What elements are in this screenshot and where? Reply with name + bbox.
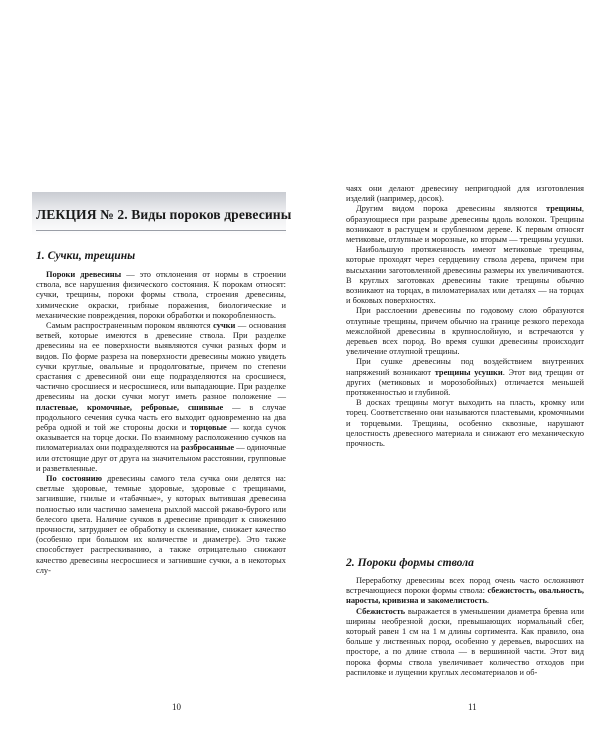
- bold-term: Сбежистость: [356, 606, 406, 616]
- paragraph: [36, 474, 286, 576]
- text-run: .: [486, 596, 489, 606]
- paragraph: [346, 398, 584, 449]
- title-underline: [36, 230, 286, 231]
- page-number-left: 10: [172, 702, 181, 712]
- bold-term: сбежистость, овальность, наросты, кривизна и закомелистость: [346, 586, 584, 606]
- page-number-right: 11: [468, 702, 477, 712]
- text-run: При сушке древесины под воздействием внутренних напряжений возникают: [346, 357, 584, 377]
- bold-term: торцовые: [190, 423, 227, 433]
- paragraph: [346, 245, 584, 306]
- bold-term: сучки: [213, 321, 236, 331]
- text-run: Переработку древесины всех пород очень часто осложняют встречающиеся пороки формы ствола:: [346, 576, 584, 596]
- paragraph: [346, 184, 584, 204]
- text-run: . Этот вид трещин от других (метиковых и морозобойных) отличается меньшей протяженностью и глубиной.: [346, 367, 584, 398]
- text-run: древесины самого тела сучка они делятся на: светлые здоровые, темные здоровые, здоровые с трещинами, загнившие, гнилые и «табачные», у которых вытившая древесина полностью или частично заменена рыхлой массой ржаво-бурого или белесого цвета. Наличие сучков в древесине приводит к снижению прочности, затрудняет ее обработку и склеивание, снижает качество (особенно при большом их количестве и диаметре). Это также способствует растрескиванию, а также отрицательно снижают качество древесины несросшиеся и загнившие сучки, а в некоторых слу-: [36, 474, 286, 575]
- text-run: Наибольшую протяженность имеют метиковые трещины, которые проходят через сердцевину ствола дерева, причем при высыхании заготовленной древесины размеры их увеличиваются. В круглых заготовках древесины такие трещины обычно возникают на торцах, в пиломатериалах или деталях — на торцах и боковых поверхностях.: [346, 245, 584, 306]
- paragraph: [346, 306, 584, 357]
- bold-term: трещины: [546, 204, 582, 214]
- right-page-body-bottom: [346, 576, 584, 678]
- bold-term: пластевые, кромочные, ребровые, сшивные: [36, 402, 224, 412]
- bold-term: По состоянию: [46, 474, 102, 484]
- bold-term: Пороки древесины: [46, 270, 122, 279]
- text-run: — основания ветвей, которые имеются в древесине ствола. При разделке древесины на ее поверхности выявляются сучки разных форм и видов. По форме разреза на поверхности древесины можно увидеть сучки круглые, овальные и продолговатые, причем по степени срастания с древесиной они еще подразделяются на сросшиеся, частично сросшиеся и несросшиеся, или выпадающие. При разделке древесины на доски сучки могут иметь разное положение —: [36, 321, 286, 402]
- right-page: [300, 0, 600, 750]
- text-run: — в случае продольного сечения сучка часть его выходит одновременно на два ребра одной и той же стороны доски и: [36, 402, 286, 433]
- paragraph: [36, 321, 286, 474]
- bold-term: разбросанные: [180, 443, 235, 453]
- text-run: — когда сучок оказывается на торце доски. По взаимному расположению сучков на пиломатериалах они подразделяются на: [36, 423, 287, 453]
- paragraph: [346, 607, 584, 678]
- paragraph: [346, 357, 584, 398]
- text-run: — одиночные или отстоящие друг от друга на значительном расстоянии, групповые и разветвленные.: [36, 443, 286, 473]
- text-run: , образующиеся при разрыве древесины вдоль волокон. Трещины возникают в растущем и срубленном дереве. К первым относят метиковые, отлупные и морозные, ко вторым — трещины усушки.: [346, 204, 584, 245]
- section-heading-knots: 1. Сучки, трещины: [36, 249, 136, 262]
- right-page-body-top: [346, 184, 584, 449]
- text-run: Другим видом порока древесины являются: [356, 204, 547, 214]
- paragraph: [346, 204, 584, 245]
- bold-term: трещины усушки: [434, 367, 503, 377]
- lecture-title: ЛЕКЦИЯ № 2. Виды пороков древесины: [36, 207, 292, 222]
- text-run: Самым распространенным пороком являются: [46, 321, 214, 331]
- text-run: В досках трещины могут выходить на пласть, кромку или торец. Соответственно они называются пластевыми, кромочными и торцевыми. Трещины, особенно сквозные, нарушают целостность древесного материала и снижают его механическую прочность.: [346, 398, 584, 449]
- text-run: При расслоении древесины по годовому слою образуются отлупные трещины, причем обычно на границе резкого перехода межслойной древесины в крупнослойную, и встречаются у деревьев всех пород. Во время сушки древесины происходит увеличение отлупной трещины.: [346, 306, 584, 357]
- section-heading-trunk-defects: 2. Пороки формы ствола: [346, 556, 474, 569]
- text-run: чаях они делают древесину непригодной для изготовления изделий (например, досок).: [346, 184, 584, 204]
- text-run: — это отклонения от нормы в строении ствола, все нарушения физического состояния. К порокам относят: сучки, трещины, пороки формы ствола, строения древесины, химические окраски, грибные поражения, биологические и механические повреждения, пороки обработки и покоробленность.: [36, 270, 286, 320]
- text-run: выражается в уменьшении диаметра бревна или ширины необрезной доски, превышающих нормальный сбег, который равен 1 см на 1 м длины сортимента. Как правило, она больше у лиственных пород, особенно у деревьев, выросших на просторе, а по длине ствола — в вершинной части. Этот вид порока формы ствола увеличивает количество отходов при распиловке и лущении круглых лесоматериалов и об-: [346, 606, 584, 677]
- paragraph: [346, 576, 584, 607]
- left-page-body: [36, 270, 286, 576]
- paragraph: [36, 270, 286, 321]
